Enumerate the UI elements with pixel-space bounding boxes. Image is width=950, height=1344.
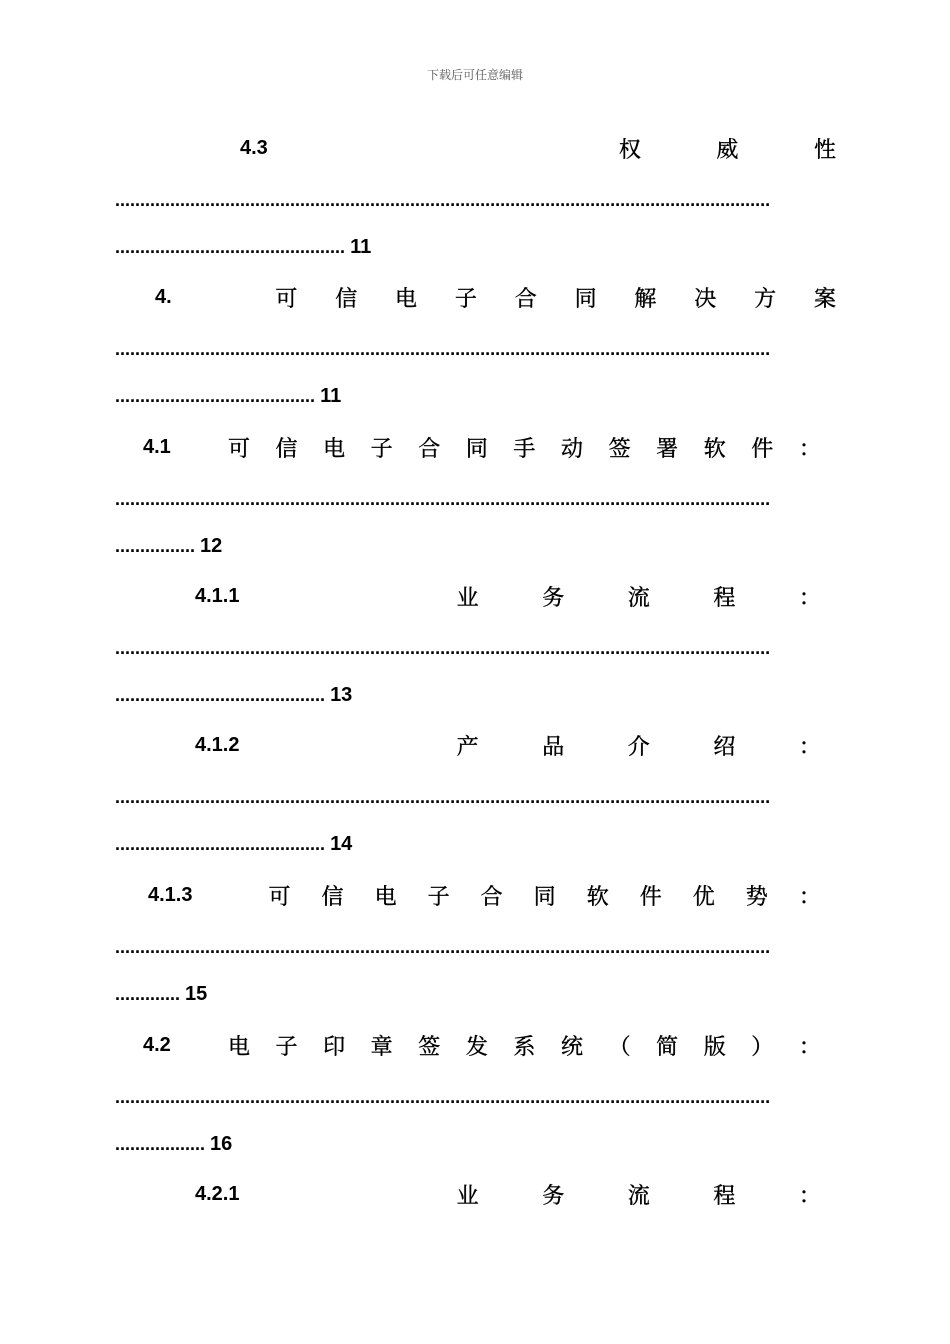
- toc-entry-tail: [115, 684, 352, 706]
- toc-entry-char: 务: [542, 585, 565, 611]
- toc-entry-char: 子: [370, 436, 393, 462]
- toc-entry-tail: [115, 983, 207, 1005]
- toc-entry-char: 同: [465, 436, 488, 462]
- toc-page-number: 16: [210, 1133, 233, 1155]
- toc-leader-dots: ...................................................................................................................................: [115, 937, 771, 957]
- toc-entry-tail: [115, 535, 222, 557]
- toc-leader-dots: ...................................................................................................................................: [115, 339, 771, 359]
- toc-page-number: 12: [200, 535, 223, 557]
- toc-entry-char: ：: [798, 1034, 821, 1060]
- toc-entry-char: 发: [465, 1034, 488, 1060]
- toc-entry-char: 优: [692, 884, 715, 910]
- toc-entry-char: ：: [798, 1183, 821, 1209]
- toc-entry-char: 案: [813, 286, 836, 312]
- toc-entry-char: 信: [321, 884, 344, 910]
- toc-entry-tail: [115, 1133, 232, 1155]
- toc-entry-char: 解: [634, 286, 657, 312]
- toc-leader-dots: ................: [115, 536, 196, 556]
- toc-entry-char: 方: [754, 286, 777, 312]
- toc-entry-char: 署: [656, 436, 679, 462]
- toc-leader-dots: ...................................................................................................................................: [115, 787, 771, 807]
- toc-entry-char: 印: [323, 1034, 346, 1060]
- toc-entry-char: ：: [798, 436, 821, 462]
- toc-leader-dots: ..........................................: [115, 834, 326, 854]
- toc-entry-char: 决: [694, 286, 717, 312]
- toc-entry-char: 信: [335, 286, 358, 312]
- toc-entry-char: 权: [618, 137, 641, 163]
- toc-entry-char: 流: [627, 1183, 650, 1209]
- toc-entry-char: 电: [374, 884, 397, 910]
- toc-entry-char: ：: [798, 884, 821, 910]
- toc-entry-char: ）: [751, 1034, 774, 1060]
- toc-entry-char: 可: [227, 436, 250, 462]
- toc-entry-char: 简: [656, 1034, 679, 1060]
- toc-entry-number: 4.1.2: [195, 733, 240, 756]
- toc-page-number: 13: [330, 684, 353, 706]
- toc-entry-char: 系: [513, 1034, 536, 1060]
- toc-entry-number: 4.1: [143, 435, 171, 458]
- toc-entry-title: [195, 1179, 821, 1209]
- toc-leader-dots: .............: [115, 984, 181, 1004]
- toc-leader-dots: ...................................................................................................................................: [115, 638, 771, 658]
- toc-entry-char: 统: [560, 1034, 583, 1060]
- toc-entry-char: 电: [323, 436, 346, 462]
- toc-entry-char: 软: [703, 436, 726, 462]
- toc-entry-title: [143, 432, 821, 462]
- toc-entry-char: 产: [456, 734, 479, 760]
- toc-entry-char: 绍: [713, 734, 736, 760]
- toc-leader-dots: ..................: [115, 1134, 206, 1154]
- toc-entry-char: 子: [454, 286, 477, 312]
- toc-entry-title: [240, 133, 836, 163]
- toc-entry-number: 4.1.1: [195, 584, 240, 607]
- toc-page-number: 11: [350, 236, 372, 258]
- toc-page-number: 15: [185, 983, 208, 1005]
- toc-entry-char: 签: [608, 436, 631, 462]
- toc-entry-number: 4.1.3: [148, 883, 193, 906]
- toc-page-number: 14: [330, 833, 353, 855]
- toc-entry-char: 合: [480, 884, 503, 910]
- page-header: 下载后可任意编辑: [426, 68, 523, 82]
- toc-leader-dots: ..............................................: [115, 237, 346, 257]
- toc-entry-char: 软: [586, 884, 609, 910]
- toc-leader-dots: ..........................................: [115, 685, 326, 705]
- toc-entry-char: ：: [798, 734, 821, 760]
- toc-entry-title: [195, 581, 821, 611]
- toc-entry-char: 签: [418, 1034, 441, 1060]
- toc-entry-char: 业: [456, 1183, 479, 1209]
- toc-leader-dots: ........................................: [115, 386, 316, 406]
- toc-entry-char: （: [608, 1034, 631, 1060]
- toc-entry-char: 电: [395, 286, 418, 312]
- toc-entry-char: 合: [514, 286, 537, 312]
- toc-entry-char: 版: [703, 1034, 726, 1060]
- toc-entry-char: 信: [275, 436, 298, 462]
- toc-leader-dots: ...................................................................................................................................: [115, 190, 771, 210]
- toc-entry-char: 手: [513, 436, 536, 462]
- toc-entry-char: 子: [275, 1034, 298, 1060]
- toc-entry-char: 流: [627, 585, 650, 611]
- toc-entry-char: 介: [627, 734, 650, 760]
- toc-entry-char: 电: [227, 1034, 250, 1060]
- toc-entry-title: [148, 880, 821, 910]
- toc-entry-number: 4.2: [143, 1033, 171, 1056]
- toc-leader-dots: ...................................................................................................................................: [115, 1087, 771, 1107]
- toc-entry-char: 可: [275, 286, 298, 312]
- toc-entry-char: 务: [542, 1183, 565, 1209]
- toc-entry-number: 4.2.1: [195, 1182, 240, 1205]
- toc-entry-title: [195, 730, 821, 760]
- toc-entry-number: 4.3: [240, 136, 268, 159]
- toc-entry-char: 子: [427, 884, 450, 910]
- toc-entry-title: [143, 1030, 821, 1060]
- toc-entry-tail: [115, 236, 371, 258]
- toc-entry-char: 威: [716, 137, 739, 163]
- toc-entry-char: 业: [456, 585, 479, 611]
- toc-entry-char: 程: [713, 1183, 736, 1209]
- toc-entry-char: 同: [533, 884, 556, 910]
- toc-entry-char: 件: [639, 884, 662, 910]
- toc-entry-char: 动: [560, 436, 583, 462]
- toc-page-number: 11: [320, 385, 342, 407]
- toc-entry-tail: [115, 833, 352, 855]
- toc-entry-char: 同: [574, 286, 597, 312]
- toc-entry-title: [155, 282, 836, 312]
- toc-entry-char: 势: [745, 884, 768, 910]
- toc-entry-char: 程: [713, 585, 736, 611]
- toc-leader-dots: ...................................................................................................................................: [115, 489, 771, 509]
- toc-entry-char: ：: [798, 585, 821, 611]
- toc-entry-char: 品: [542, 734, 565, 760]
- toc-entry-char: 章: [370, 1034, 393, 1060]
- toc-entry-number: 4.: [155, 285, 172, 308]
- toc-entry-char: 件: [751, 436, 774, 462]
- toc-entry-char: 可: [268, 884, 291, 910]
- toc-entry-tail: [115, 385, 341, 407]
- toc-entry-char: 合: [418, 436, 441, 462]
- toc-entry-char: 性: [813, 137, 836, 163]
